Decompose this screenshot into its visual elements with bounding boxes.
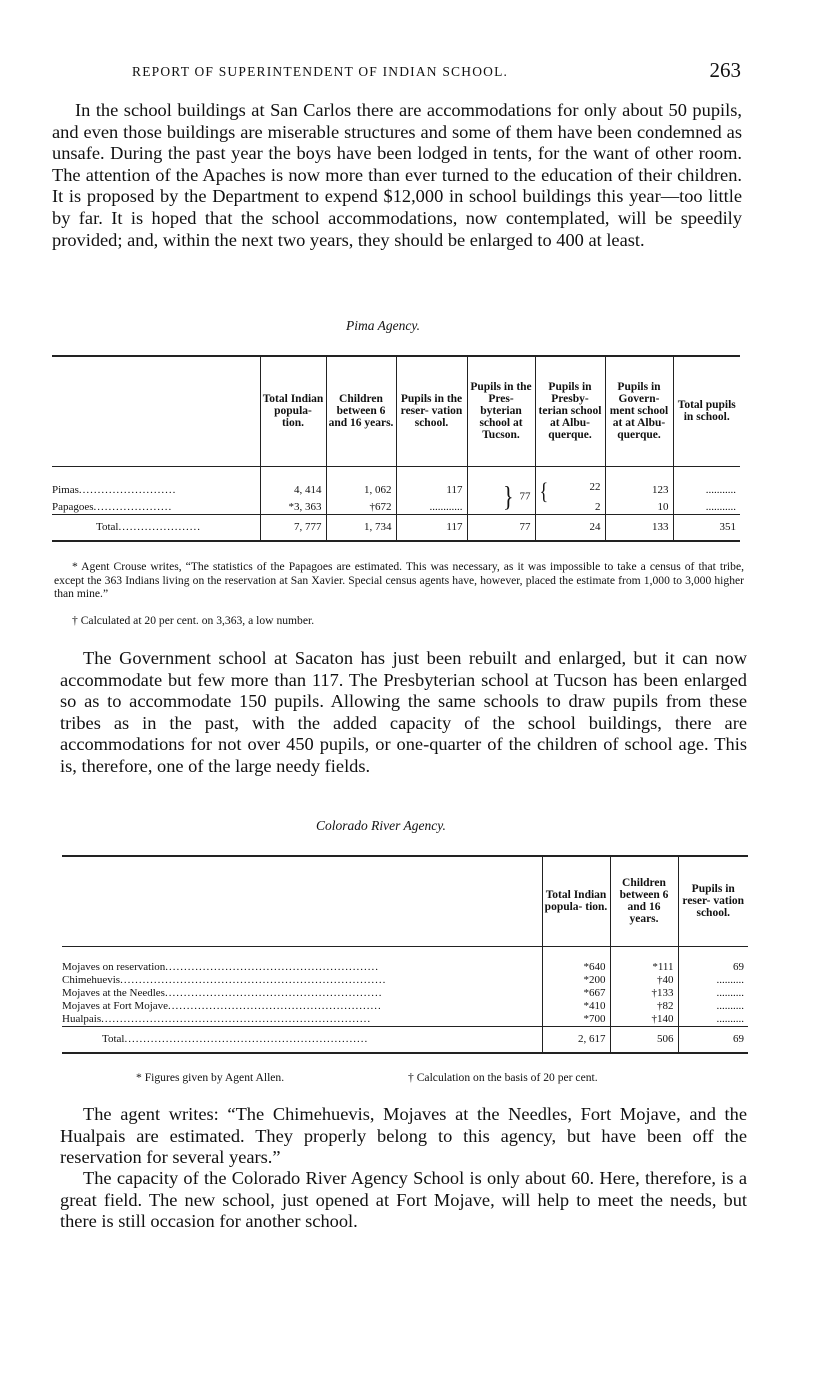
cell-tucson: } 77 [467, 466, 535, 514]
cell-tucson: 77 [467, 514, 535, 541]
cell-pupils: 69 [678, 946, 748, 974]
table-row [62, 946, 748, 974]
column-header-population: Total Indian popula- tion. [542, 856, 610, 946]
colorado-footnote-allen: * Figures given by Agent Allen. [136, 1071, 285, 1084]
cell-population: *667 [542, 987, 610, 1000]
row-label: Mojaves on reservation......................................................... [62, 960, 379, 973]
cell-pupils: .......... [678, 987, 748, 1000]
row-label: Mojaves at the Needles.......................................................... [62, 986, 383, 999]
cell-population: 2, 617 [542, 1026, 610, 1053]
pima-footnote-estimate: * Agent Crouse writes, “The statistics of the Papagoes are estimated. This was necessary, as it was impossible to take a census of that tribe, except the 363 Indians living on the reservation at San Xavier. Special census agents have, however, placed the estimate from 1,000 to 3,000 higher than mine.” [54, 560, 744, 601]
cell-population: *410 [542, 1000, 610, 1013]
cell-albuquerque-gov: 123 [605, 466, 673, 501]
cell-pupils: 69 [678, 1026, 748, 1053]
colorado-table-caption: Colorado River Agency. [316, 818, 446, 833]
table-row [62, 1000, 748, 1013]
cell-pupils: .......... [678, 974, 748, 987]
colorado-footnote-calculation: † Calculation on the basis of 20 per cent. [408, 1071, 598, 1084]
pima-footnote-calculation: † Calculated at 20 per cent. on 3,363, a low number. [72, 614, 315, 627]
cell-population: *700 [542, 1013, 610, 1027]
cell-reservation: 117 [396, 514, 467, 541]
cell-population: *640 [542, 946, 610, 974]
cell-children: 1, 734 [326, 514, 396, 541]
cell-population: *200 [542, 974, 610, 987]
cell-albuquerque-gov: 10 [605, 501, 673, 515]
table-total-row [52, 514, 740, 541]
cell-albuquerque-presby: 24 [535, 514, 605, 541]
cell-children: †672 [326, 501, 396, 515]
table-row [62, 1013, 748, 1027]
column-header-reservation: Pupils in the reser- vation school. [396, 356, 467, 466]
page-number: 263 [709, 58, 741, 82]
cell-children: †40 [610, 974, 678, 987]
column-header-tucson: Pupils in the Pres- byterian school at Tucson. [467, 356, 535, 466]
paragraph-sacaton: The Government school at Sacaton has just been rebuilt and enlarged, but it can now accommodate but few more than 117. The Presbyterian school at Tucson has been enlarged so as to accommodate 150 pupils. Allowing the same schools to draw pupils from these tribes as in the past, with the added capacity of the school buildings, there are accommodations for not over 450 pupils, or one-quarter of the children of school age. This is, therefore, one of the large needy fields. [60, 648, 747, 776]
row-label: Chimehuevis....................................................................... [62, 973, 387, 986]
cell-albuquerque-presby: 2 [535, 501, 605, 515]
column-header-children: Children between 6 and 16 years. [326, 356, 396, 466]
paragraph-capacity: The capacity of the Colorado River Agency School is only about 60. Here, therefore, is a great field. The new school, just opened at Fort Mojave, will help to meet the needs, but there is still occasion for another school. [60, 1168, 747, 1232]
paragraph-agent-writes: The agent writes: “The Chimehuevis, Mojaves at the Needles, Fort Mojave, and the Hualpais are estimated. They properly belong to this agency, but have been off the reservation for several years.” [60, 1104, 747, 1168]
column-header-pupils: Pupils in reser- vation school. [678, 856, 748, 946]
cell-population: *3, 363 [260, 501, 326, 515]
cell-population: 7, 777 [260, 514, 326, 541]
column-header-albuquerque-presby: Pupils in Presby- terian school at Albu- querque. [535, 356, 605, 466]
column-header-children: Children between 6 and 16 years. [610, 856, 678, 946]
row-label: Papagoes..................... [52, 500, 173, 513]
running-title: REPORT OF SUPERINTENDENT OF INDIAN SCHOOL. [132, 64, 509, 79]
row-label: Mojaves at Fort Mojave......................................................... [62, 999, 382, 1012]
cell-children: †133 [610, 987, 678, 1000]
column-header-blank [62, 856, 542, 946]
column-header-population: Total Indian popula- tion. [260, 356, 326, 466]
colorado-river-agency-table [62, 855, 748, 1054]
table-total-row [62, 1026, 748, 1053]
cell-population: 4, 414 [260, 466, 326, 501]
cell-children: *111 [610, 946, 678, 974]
row-label: Total................................................................. [62, 1026, 542, 1053]
table-row [52, 466, 740, 501]
column-header-blank [52, 356, 260, 466]
pima-agency-table [52, 355, 740, 542]
pima-table-caption: Pima Agency. [346, 318, 420, 333]
table-row [52, 501, 740, 515]
table-row [62, 974, 748, 987]
paragraph-san-carlos: In the school buildings at San Carlos there are accommodations for only about 50 pupils, and even those buildings are miserable structures and some of them have been condemned as unsafe. During the past year the boys have been lodged in tents, for the want of other room. The attention of the Apaches is now more than ever turned to the education of their children. It is proposed by the Department to expend $12,000 in school buildings this year—too little by far. It is hoped that the school accommodations, now contemplated, will be speedily provided; and, within the next two years, they should be enlarged to 400 at least. [52, 100, 742, 250]
cell-total: 351 [673, 514, 740, 541]
table-row [62, 987, 748, 1000]
cell-children: †140 [610, 1013, 678, 1027]
cell-reservation: ............ [396, 501, 467, 515]
cell-pupils: .......... [678, 1013, 748, 1027]
row-label: Hualpais........................................................................ [62, 1012, 372, 1025]
cell-pupils: .......... [678, 1000, 748, 1013]
cell-children: †82 [610, 1000, 678, 1013]
row-label: Pimas.......................... [52, 484, 177, 496]
page-header [132, 58, 741, 86]
cell-albuquerque-gov: 133 [605, 514, 673, 541]
cell-reservation: 117 [396, 466, 467, 501]
cell-albuquerque-presby: { 22 [535, 466, 605, 501]
cell-total: ........... [673, 501, 740, 515]
cell-total: ........... [673, 466, 740, 501]
cell-children: 1, 062 [326, 466, 396, 501]
cell-children: 506 [610, 1026, 678, 1053]
row-label: Total...................... [52, 514, 260, 541]
column-header-albuquerque-gov: Pupils in Govern- ment school at at Albu- querque. [605, 356, 673, 466]
column-header-total: Total pupils in school. [673, 356, 740, 466]
